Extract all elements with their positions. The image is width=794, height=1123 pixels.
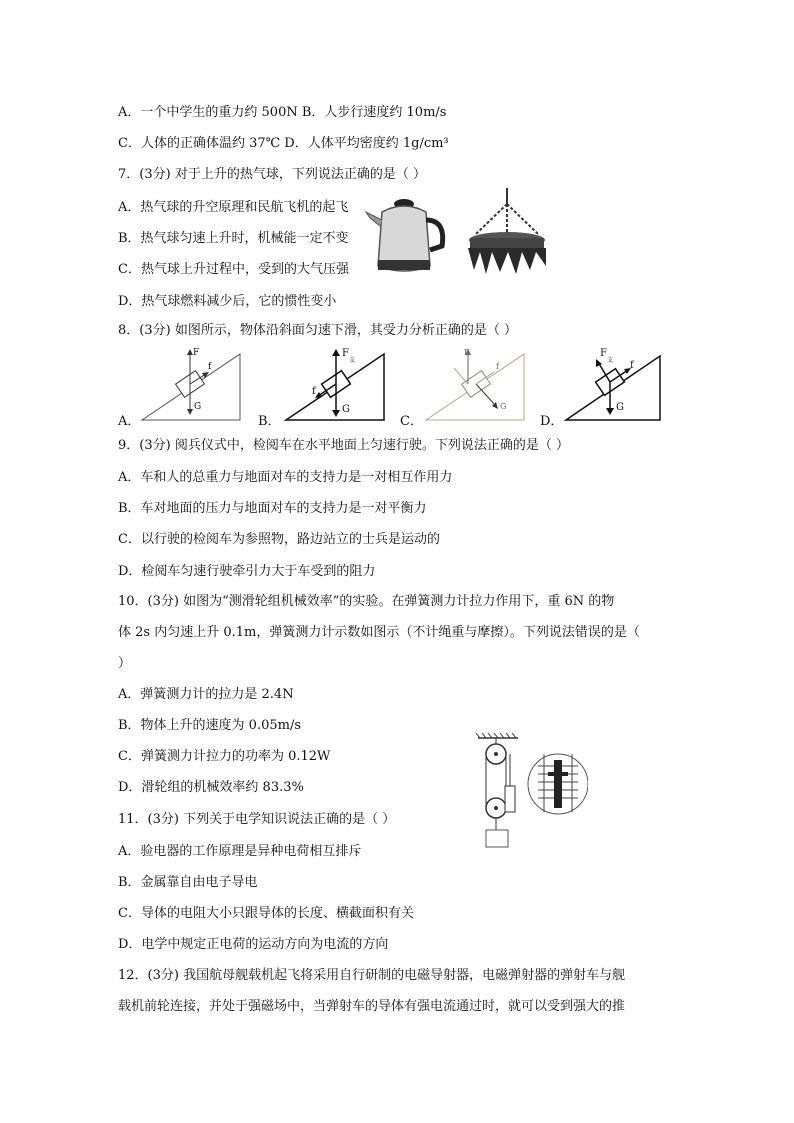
q8d-n-sub: 支 [607, 357, 614, 364]
q8-stem: 8．(3分) 如图所示，物体沿斜面匀速下滑，其受力分析正确的是（ ） [118, 323, 517, 338]
q8b-n-label: F [342, 348, 349, 359]
q8c-f-label: f [496, 362, 499, 371]
q8d-g-label: G [616, 402, 624, 413]
q8-figure-c [420, 346, 530, 424]
q11-option-d: D．电学中规定正电荷的运动方向为电流的方向 [118, 937, 389, 952]
electromagnet-crane-image [462, 186, 552, 278]
q7-stem: 7．(3分) 对于上升的热气球，下列说法正确的是（ ） [118, 167, 426, 182]
q8-option-b-label: B． [258, 414, 281, 429]
q10-option-d: D．滑轮组的机械效率约 83.3% [118, 780, 304, 795]
q7-option-c: C．热气球上升过程中，受到的大气压强 [118, 262, 349, 277]
q7-option-b: B．热气球匀速上升时，机械能一定不变 [118, 231, 349, 246]
q11-option-c: C．导体的电阻大小只跟导体的长度、横截面积有关 [118, 906, 414, 921]
q8a-f-label: f [208, 362, 212, 372]
q8-option-d-label: D． [540, 414, 564, 429]
q8d-f-label: f [630, 360, 634, 371]
q8a-g-label: G [194, 402, 202, 412]
q11-option-a: A．验电器的工作原理是异种电荷相互排斥 [118, 844, 362, 859]
q10-option-b: B．物体上升的速度为 0.05m/s [118, 718, 302, 733]
q9-option-b: B．车对地面的压力与地面对车的支持力是一对平衡力 [118, 501, 427, 516]
q8-option-a-label: A． [118, 414, 141, 429]
q8b-n-sub: 支 [349, 357, 356, 364]
q9-option-d: D．检阅车匀速行驶牵引力大于车受到的阻力 [118, 564, 376, 579]
q6-options-ab: A．一个中学生的重力约 500N B．人步行速度约 10m/s [118, 105, 447, 120]
q8d-n-label: F [600, 348, 607, 359]
q8b-g-label: G [342, 404, 350, 415]
q10-option-c: C．弹簧测力计拉力的功率为 0.12W [118, 749, 331, 764]
q9-option-a: A．车和人的总重力与地面对车的支持力是一对相互作用力 [118, 470, 453, 485]
q8-figure-a [136, 346, 246, 424]
q12-stem-line2: 载机前轮连接，并处于强磁场中，当弹射车的导体有强电流通过时，就可以受到强大的推 [118, 999, 626, 1014]
q11-stem: 11．(3分) 下列关于电学知识说法正确的是（ ） [118, 812, 396, 827]
q8c-g-label: G [500, 402, 507, 411]
q8b-f-label: f [312, 386, 316, 397]
q12-stem-line1: 12．(3分) 我国航母舰载机起飞将采用自行研制的电磁导射器，电磁弹射器的弹射车与舰 [118, 968, 626, 983]
q10-stem-line2: 体 2s 内匀速上升 0.1m，弹簧测力计示数如图示（不计绳重与摩擦）。下列说法错误的是（ [118, 625, 640, 640]
q7-option-a: A．热气球的升空原理和民航飞机的起飞 [118, 200, 349, 215]
q10-stem-line3: ） [118, 656, 132, 671]
q9-stem: 9．(3分) 阅兵仪式中，检阅车在水平地面上匀速行驶。下列说法正确的是（ ） [118, 438, 569, 453]
q8a-n-label: F [193, 348, 200, 358]
q9-option-c: C．以行驶的检阅车为参照物，路边站立的士兵是运动的 [118, 532, 440, 547]
q10-stem-line1: 10．(3分) 如图为“测滑轮组机械效率”的实验。在弹簧测力计拉力作用下，重 6N 的物 [118, 594, 615, 609]
q8-figure-b [280, 346, 390, 424]
q11-option-b: B．金属靠自由电子导电 [118, 875, 258, 890]
q8-option-c-label: C． [400, 414, 423, 429]
pulley-apparatus-image [472, 732, 588, 850]
q7-option-d: D．热气球燃料减少后，它的惯性变小 [118, 294, 337, 309]
q10-option-a: A．弹簧测力计的拉力是 2.4N [118, 687, 294, 702]
q8-figure-d [560, 346, 670, 424]
q8c-n-label: F [464, 348, 470, 357]
kettle-image [360, 190, 450, 280]
q6-options-cd: C．人体的正确体温约 37℃ D．人体平均密度约 1g/cm³ [118, 136, 449, 151]
